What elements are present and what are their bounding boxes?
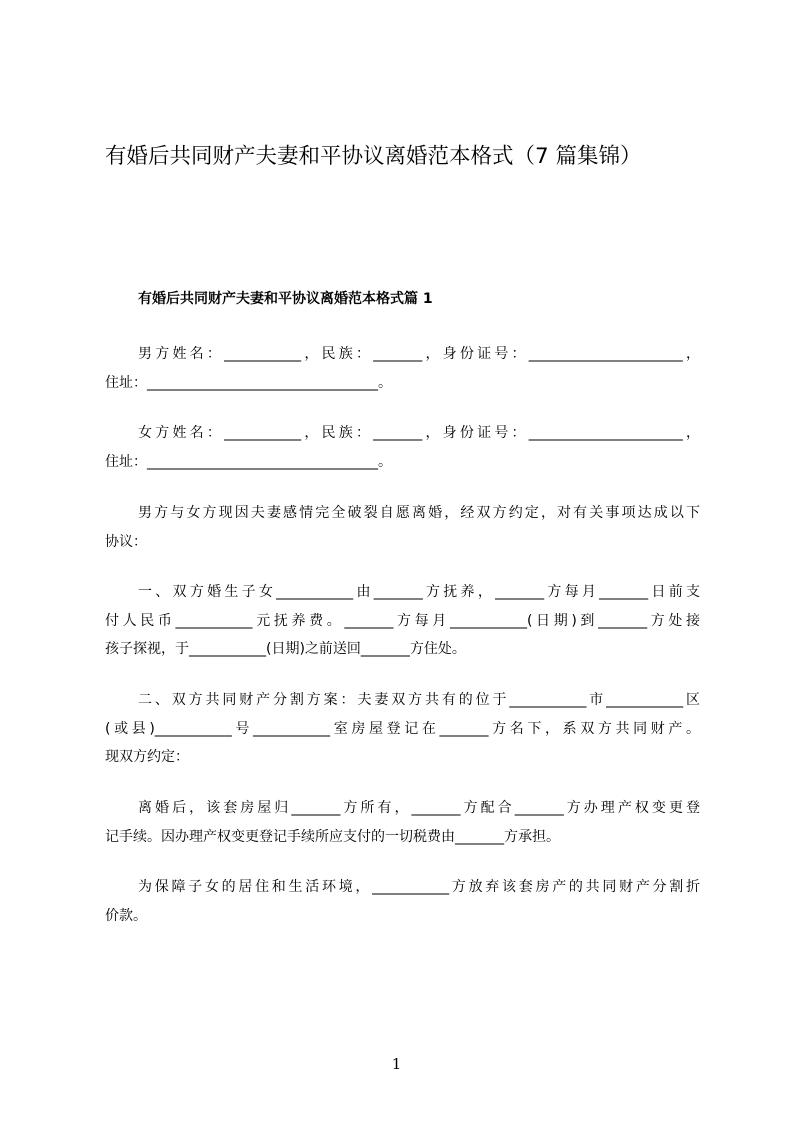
document-title: 有婚后共同财产夫妻和平协议离婚范本格式（7 篇集锦）	[105, 144, 642, 169]
text-line: 女方姓名：___________，民族：_______，身份证号：______________________，	[138, 425, 700, 441]
text-line: 一、双方婚生子女___________由_______方抚养，_______方每月_______日前支	[138, 584, 700, 600]
text-line: (或县)___________号___________室房屋登记在_______方名下，系双方共同财产。	[105, 720, 700, 737]
text-line: 为保障子女的居住和生活环境，___________方放弃该套房产的共同财产分割折	[138, 879, 700, 895]
paragraph-property	[105, 686, 700, 772]
text-line: 男方姓名：___________，民族：_______，身份证号：______________________，	[138, 346, 700, 362]
section-title: 有婚后共同财产夫妻和平协议离婚范本格式篇 1	[138, 291, 433, 307]
text-line: 孩子探视，于___________(日期)之前送回_______方住处。	[105, 641, 466, 657]
paragraph-intro	[105, 499, 700, 556]
page-number: 1	[391, 1055, 402, 1073]
text-line: 价款。	[105, 907, 147, 924]
text-line: 男方与女方现因夫妻感情完全破裂自愿离婚，经双方约定，对有关事项达成以下	[138, 505, 700, 521]
text-line: 付人民币___________元抚养费。_______方每月___________(日期)到_______方处接	[105, 612, 700, 629]
paragraph-house	[105, 794, 700, 851]
text-line: 协议：	[105, 533, 147, 550]
paragraph-female-info	[105, 419, 700, 476]
paragraph-children	[105, 578, 700, 664]
text-line: 二、双方共同财产分割方案：夫妻双方共有的位于___________市___________区	[138, 692, 700, 708]
text-line: 现双方约定：	[105, 749, 189, 765]
text-line: 住址：_________________________________。	[105, 453, 392, 470]
text-line: 住址：_________________________________。	[105, 374, 392, 391]
text-line: 离婚后，该套房屋归_______方所有，_______方配合_______方办理产权变更登	[138, 800, 700, 816]
paragraph-children-housing	[105, 873, 700, 930]
paragraph-male-info	[105, 340, 700, 397]
text-line: 记手续。因办理产权变更登记手续所应支付的一切税费由_______方承担。	[105, 828, 560, 845]
